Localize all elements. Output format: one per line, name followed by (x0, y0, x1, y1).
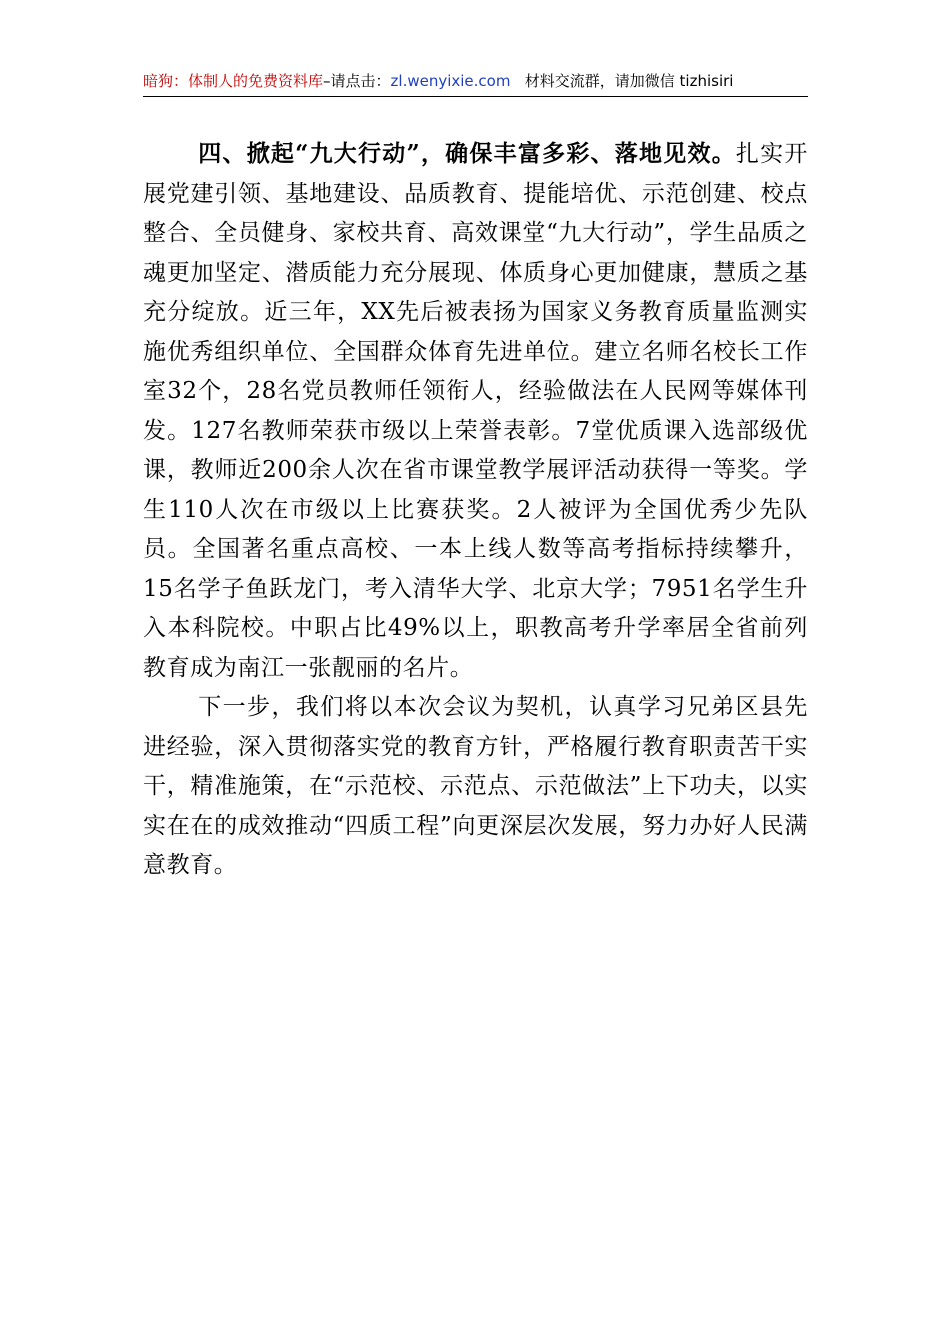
header-link[interactable]: zl.wenyixie.com (390, 72, 511, 90)
document-body (143, 134, 808, 886)
paragraph-text: 扎实开展党建引领、基地建设、品质教育、提能培优、示范创建、校点整合、全员健身、家校共育、高效课堂“九大行动”，学生品质之魂更加坚定、潜质能力充分展现、体质身心更加健康，慧质之基充分绽放。近三年，XX先后被表扬为国家义务教育质量监测实施优秀组织单位、全国群众体育先进单位。建立名师名校长工作室32个，28名党员教师任领衔人，经验做法在人民网等媒体刊发。127名教师荣获市级以上荣誉表彰。7堂优质课入选部级优课，教师近200余人次在省市课堂教学展评活动获得一等奖。学生110人次在市级以上比赛获奖。2人被评为全国优秀少先队员。全国著名重点高校、一本上线人数等高考指标持续攀升，15名学子鱼跃龙门，考入清华大学、北京大学；7951名学生升入本科院校。中职占比49%以上，职教高考升学率居全省前列教育成为南江一张靓丽的名片。 (143, 141, 808, 681)
paragraph-heading: 四、掀起“九大行动”，确保丰富多彩、落地见效。 (198, 140, 736, 167)
header-contact: 材料交流群，请加微信 tizhisiri (524, 72, 734, 90)
header-brand: 暗狗：体制人的免费资料库 (143, 72, 324, 90)
page-header (143, 66, 808, 97)
paragraph-next-step (143, 688, 808, 886)
paragraph-text: 下一步，我们将以本次会议为契机，认真学习兄弟区县先进经验，深入贯彻落实党的教育方针，严格履行教育职责苦干实干，精准施策，在“示范校、示范点、示范做法”上下功夫，以实实在在的成效推动“四质工程”向更深层次发展，努力办好人民满意教育。 (143, 694, 808, 878)
paragraph-nine-actions (143, 134, 808, 688)
header-prompt: –请点击： (323, 72, 391, 90)
